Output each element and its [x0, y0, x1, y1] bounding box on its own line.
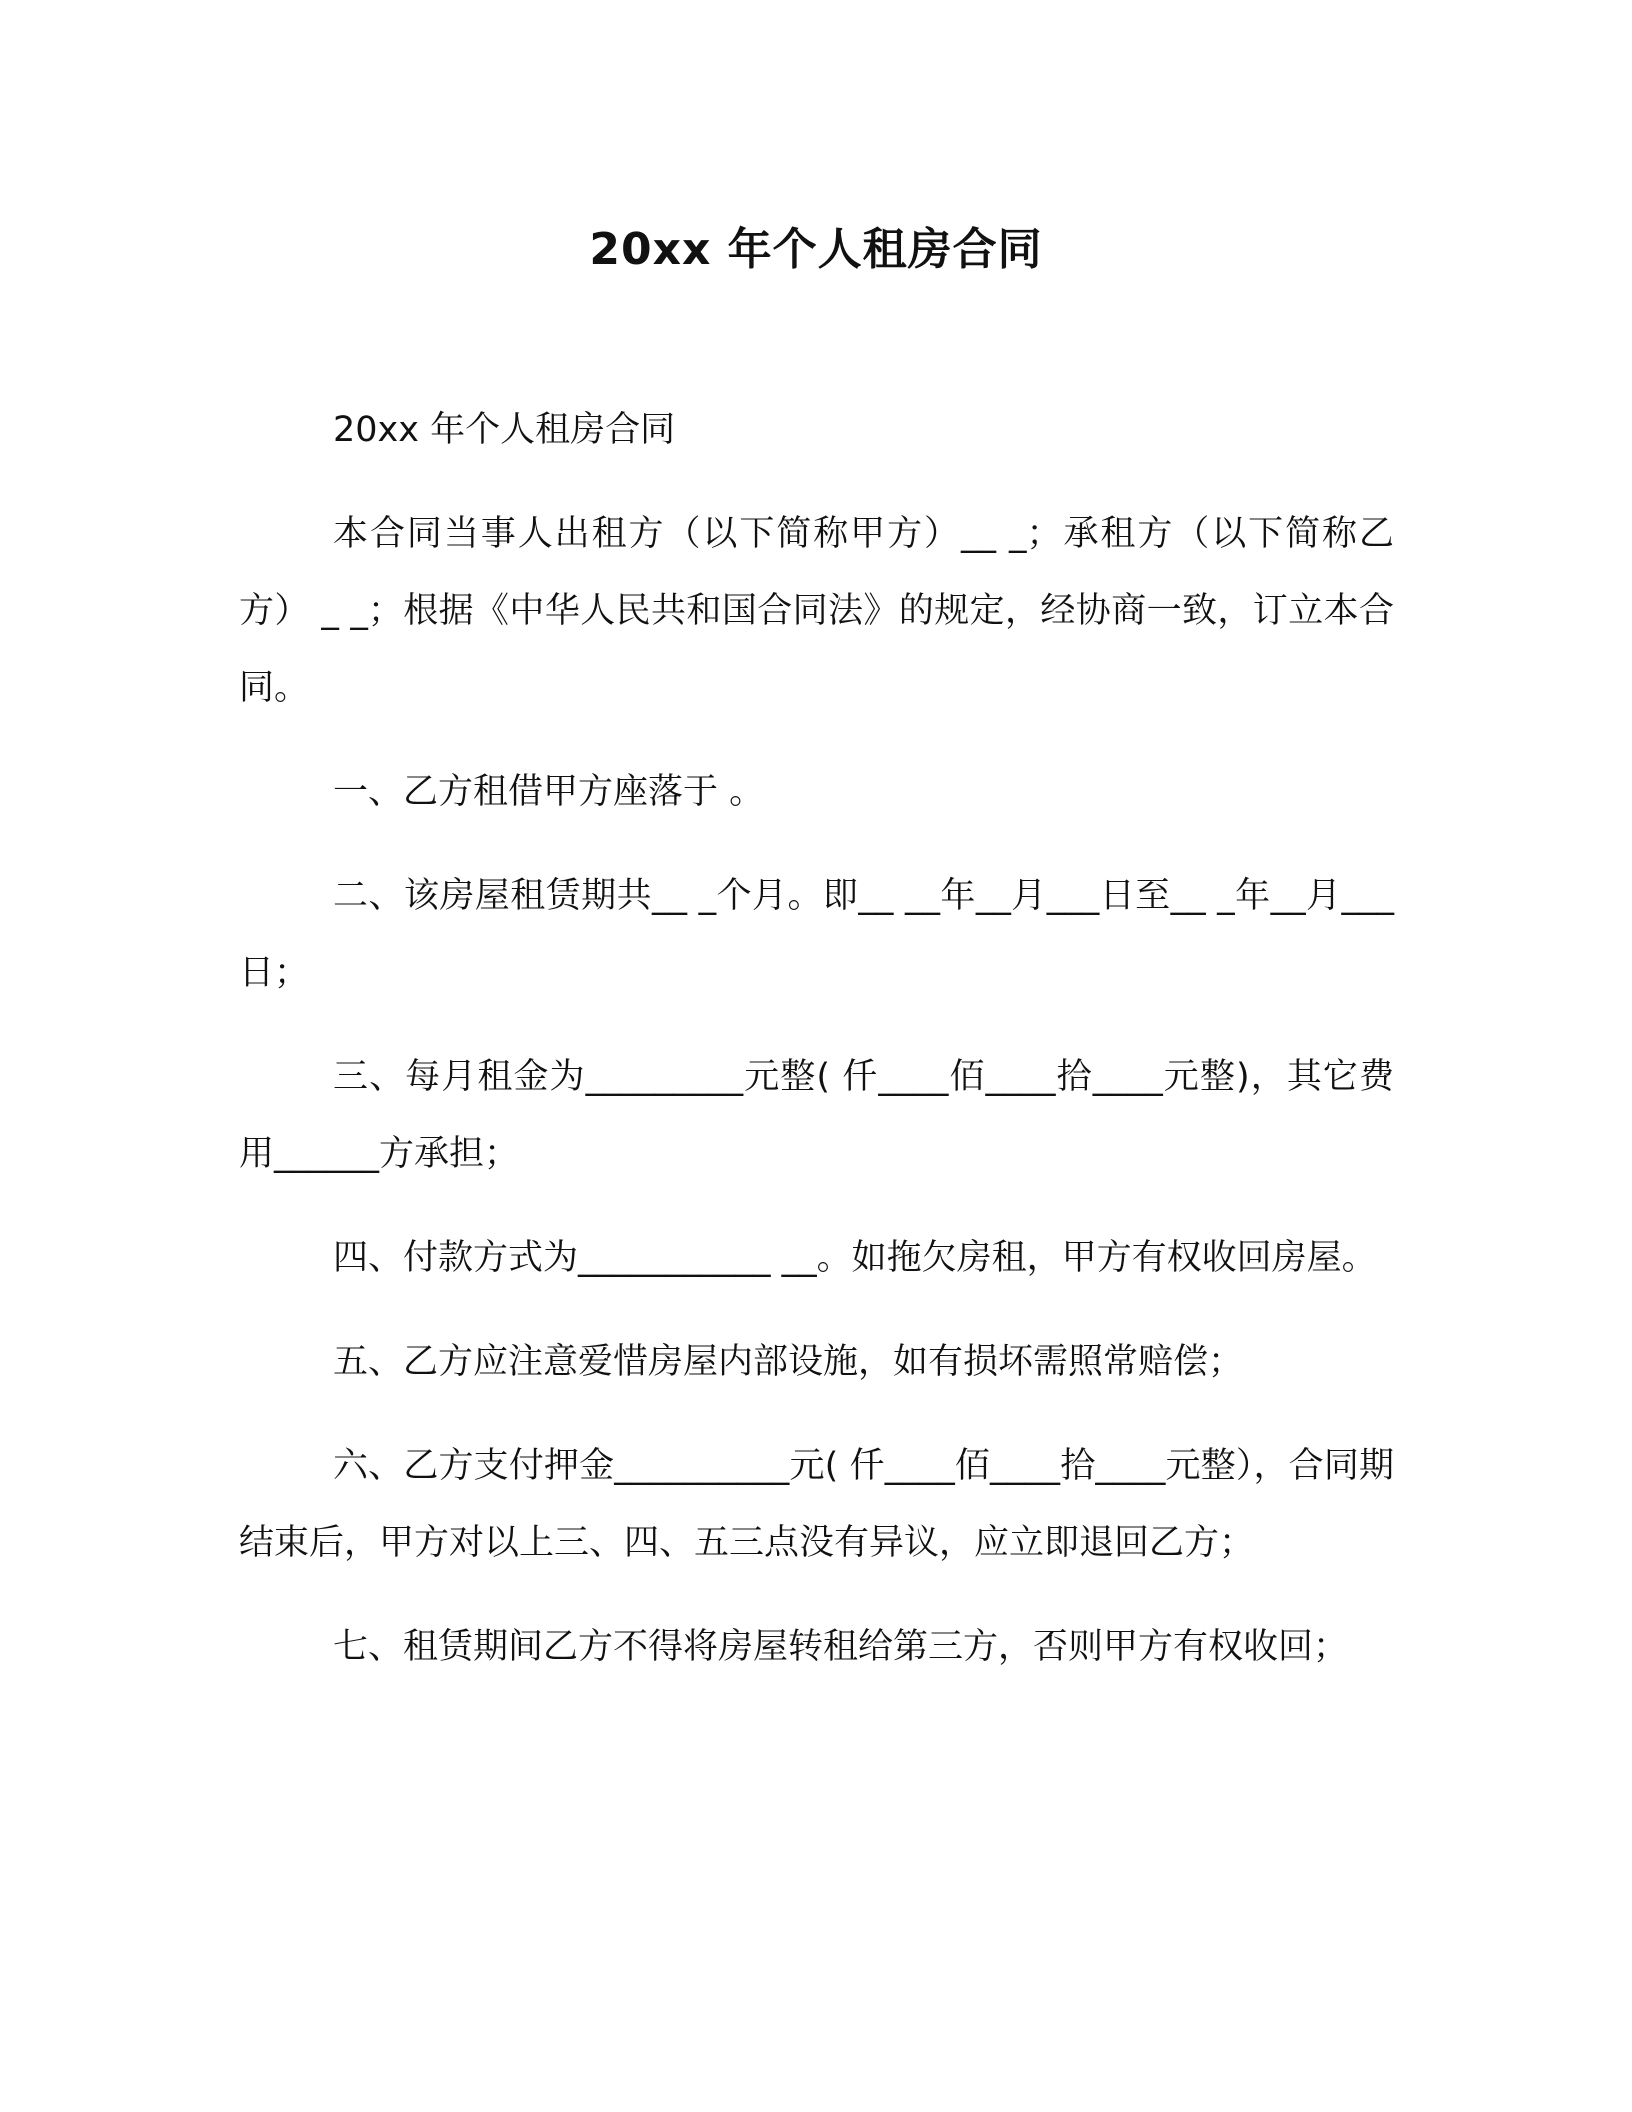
- clause-4: 四、付款方式为___________ __。如拖欠房租，甲方有权收回房屋。: [333, 1238, 1377, 1278]
- clause-1: 一、乙方租借甲方座落于 。: [333, 772, 765, 812]
- clause-3: 三、每月租金为_________元整( 仟____佰____拾____元整)，其它费用______方承担；: [239, 1057, 1394, 1174]
- paragraph-subtitle: 20xx 年个人租房合同: [333, 410, 676, 450]
- document-body: [239, 392, 1394, 1713]
- clause-7: 七、租赁期间乙方不得将房屋转租给第三方，否则甲方有权收回；: [333, 1627, 1349, 1667]
- clause-2: 二、该房屋租赁期共__ _个月。即__ __年__月___日至__ _年__月___日；: [239, 876, 1394, 993]
- paragraph-parties: 本合同当事人出租方（以下简称甲方）__ _；承租方（以下简称乙方） _ _；根据《中华人民共和国合同法》的规定，经协商一致，订立本合同。: [239, 514, 1394, 708]
- clause-5: 五、乙方应注意爱惜房屋内部设施，如有损坏需照常赔偿；: [333, 1342, 1244, 1382]
- clause-6: 六、乙方支付押金__________元( 仟____佰____拾____元整），合同期结束后，甲方对以上三、四、五三点没有异议，应立即退回乙方；: [239, 1446, 1394, 1563]
- document-title: 20xx 年个人租房合同: [589, 224, 1043, 275]
